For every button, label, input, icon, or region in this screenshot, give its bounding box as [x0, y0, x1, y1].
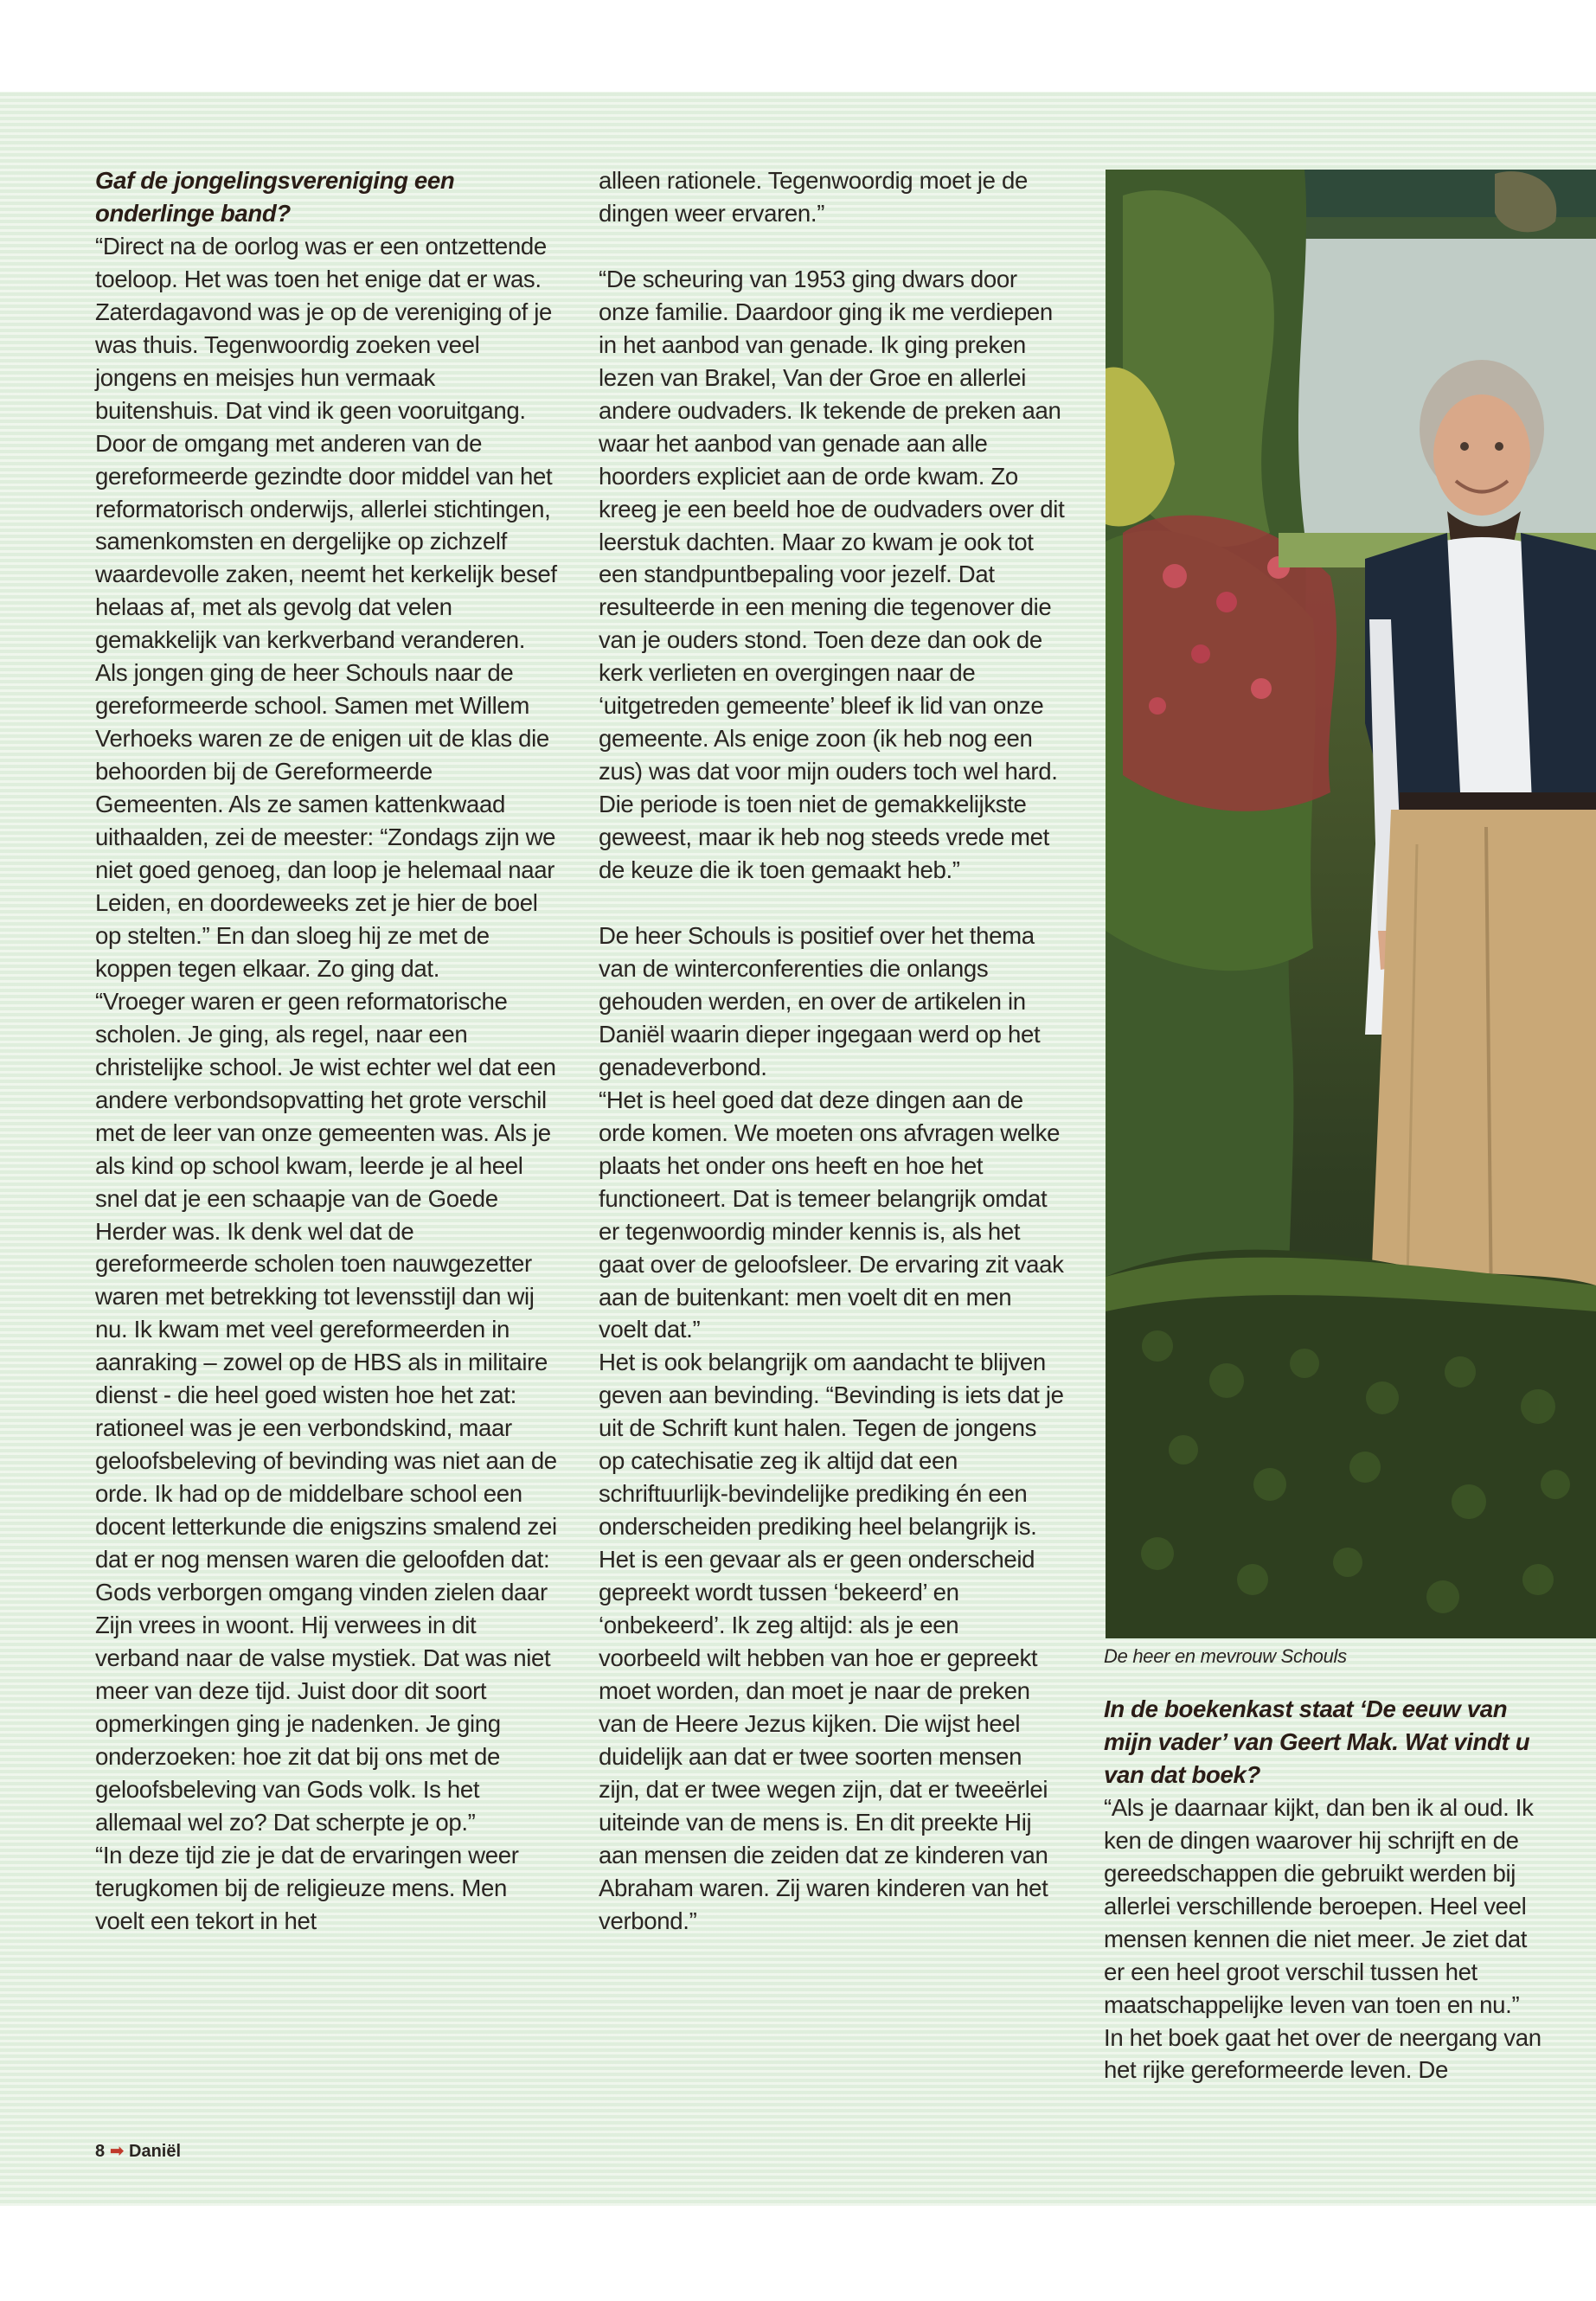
photo-caption: De heer en mevrouw Schouls	[1104, 1645, 1347, 1667]
photo-illustration	[1106, 170, 1596, 1638]
page-folio	[95, 2140, 181, 2162]
arrow-icon: ➡	[109, 2142, 125, 2161]
page-number: 8	[95, 2142, 106, 2161]
paragraph: “Het is heel goed dat deze dingen aan de orde komen. We moeten ons afvragen welke plaats het onder ons heeft en hoe het functioneert. Dat is temeer belangrijk omdat er tegenwoordig minder kennis is, als het gaat over de geloofsleer. De ervaring zit vaak aan de buitenkant: men voelt dit en men voelt dat.”	[599, 1086, 1064, 1343]
column-3	[1104, 1693, 1554, 2086]
paragraph: “Als je daarnaar kijkt, dan ben ik al oud. Ik ken de dingen waarover hij schrijft en de gereedschappen die gebruikt werden bij allerlei verschillende beroepen. Heel veel mensen kennen die niet meer. Je ziet dat er een heel groot verschil tussen het maatschappelijke leven van toen en nu.”	[1104, 1793, 1534, 2018]
column-1	[95, 164, 558, 1937]
interview-question: In de boekenkast staat ‘De eeuw van mijn vader’ van Geert Mak. Wat vindt u van dat boek?	[1104, 1695, 1530, 1788]
paragraph: Als jongen ging de heer Schouls naar de gereformeerde school. Samen met Willem Verhoeks waren ze de enigen uit de klas die behoorden bij de Gereformeerde Gemeenten. Als ze samen kattenkwaad uithaalden, zei de meester: “Zondags zijn we niet goed genoeg, dan loop je helemaal naar Leiden, en doordeweeks zet je hier de boel op stelten.” En dan sloeg hij ze met de koppen tegen elkaar. Zo ging dat.	[95, 659, 556, 982]
paragraph: De heer Schouls is positief over het thema van de winterconferenties die onlangs gehouden werden, en over de artikelen in Daniël waarin dieper ingegaan werd op het genadeverbond.	[599, 922, 1041, 1080]
paragraph: “In deze tijd zie je dat de ervaringen weer terugkomen bij de religieuze mens. Men voelt een tekort in het	[95, 1841, 519, 1934]
paragraph: “De scheuring van 1953 ging dwars door onze familie. Daardoor ging ik me verdiepen in het aanbod van genade. Ik ging preken lezen van Brakel, Van der Groe en allerlei andere oudvaders. Ik tekende de preken aan waar het aanbod van genade aan alle hoorders expliciet aan de orde kwam. Zo kreeg je een beeld hoe de oudvaders over dit leerstuk dachten. Maar zo kwam je ook tot een standpuntbepaling voor jezelf. Dat resulteerde in een mening die tegenover die van je ouders stond. Toen deze dan ook de kerk verlieten en overgingen naar de ‘uitgetreden gemeente’ bleef ik lid van onze gemeente. Als enige zoon (ik heb nog een zus) was dat voor mijn ouders toch wel hard. Die periode is toen niet de gemakkelijkste geweest, maar ik heb nog steeds vrede met de keuze die ik toen gemaakt heb.”	[599, 265, 1065, 884]
interview-question: Gaf de jongelingsvereniging een onderlinge band?	[95, 167, 455, 227]
paragraph: “Direct na de oorlog was er een ontzettende toeloop. Het was toen het enige dat er was. Zaterdagavond was je op de vereniging of je was thuis. Tegenwoordig zoeken veel jongens en meisjes hun vermaak buitenshuis. Dat vind ik geen vooruitgang.	[95, 232, 552, 424]
column-2	[599, 164, 1066, 1938]
paragraph: “Vroeger waren er geen reformatorische scholen. Je ging, als regel, naar een christelijke school. Je wist echter wel dat een andere verbondsopvatting het grote verschil met de leer van onze gemeenten was. Als je als kind op school kwam, leerde je al heel snel dat je een schaapje van de Goede Herder was. Ik denk wel dat de gereformeerde scholen toen nauwgezetter waren met betrekking tot levensstijl dan wij nu. Ik kwam met veel gereformeerden in aanraking – zowel op de HBS als in militaire dienst - die heel goed wisten hoe het zat: rationeel was je een verbondskind, maar geloofsbeleving of bevinding was niet aan de orde. Ik had op de middelbare school een docent letterkunde die enigszins smalend zei dat er nog mensen waren die geloofden dat: Gods verborgen omgang vinden zielen daar Zijn vrees in woont. Hij verwees in dit verband naar de valse mystiek. Dat was niet meer van deze tijd. Juist door dit soort opmerkingen ging je nadenken. Je ging onderzoeken: hoe zit dat bij ons met de geloofsbeleving van Gods volk. Is het allemaal wel zo? Dat scherpte je op.”	[95, 987, 557, 1836]
paragraph: alleen rationele. Tegenwoordig moet je de dingen weer ervaren.”	[599, 167, 1028, 227]
paragraph: Het is ook belangrijk om aandacht te blijven geven aan bevinding. “Bevinding is iets dat je uit de Schrift kunt halen. Tegen de jongens op catechisatie zeg ik altijd dat een schriftuurlijk-bevindelijke prediking én een onderscheiden prediking heel belangrijk is. Het is een gevaar als er geen onderscheid gepreekt wordt tussen ‘bekeerd’ en ‘onbekeerd’. Ik zeg altijd: als je een voorbeeld wilt hebben van hoe er gepreekt moet worden, dan moet je naar de preken van de Heere Jezus kijken. Die wijst heel duidelijk aan dat er twee soorten mensen zijn, dat er twee wegen zijn, dat er tweeërlei uiteinde van de mens is. En dit preekte Hij aan mensen die zeiden dat ze kinderen van Abraham waren. Zij waren kinderen van het verbond.”	[599, 1349, 1064, 1934]
paragraph: In het boek gaat het over de neergang van het rijke gereformeerde leven. De	[1104, 2023, 1542, 2084]
paragraph: Door de omgang met anderen van de gereformeerde gezindte door middel van het reformatorisch onderwijs, allerlei stichtingen, samenkomsten en dergelijke op zichzelf waardevolle zaken, neemt het kerkelijk besef helaas af, met als gevolg dat velen gemakkelijk van kerkverband veranderen.	[95, 429, 557, 654]
photo-couple-in-garden	[1106, 170, 1596, 1638]
magazine-name: Daniël	[129, 2142, 182, 2161]
